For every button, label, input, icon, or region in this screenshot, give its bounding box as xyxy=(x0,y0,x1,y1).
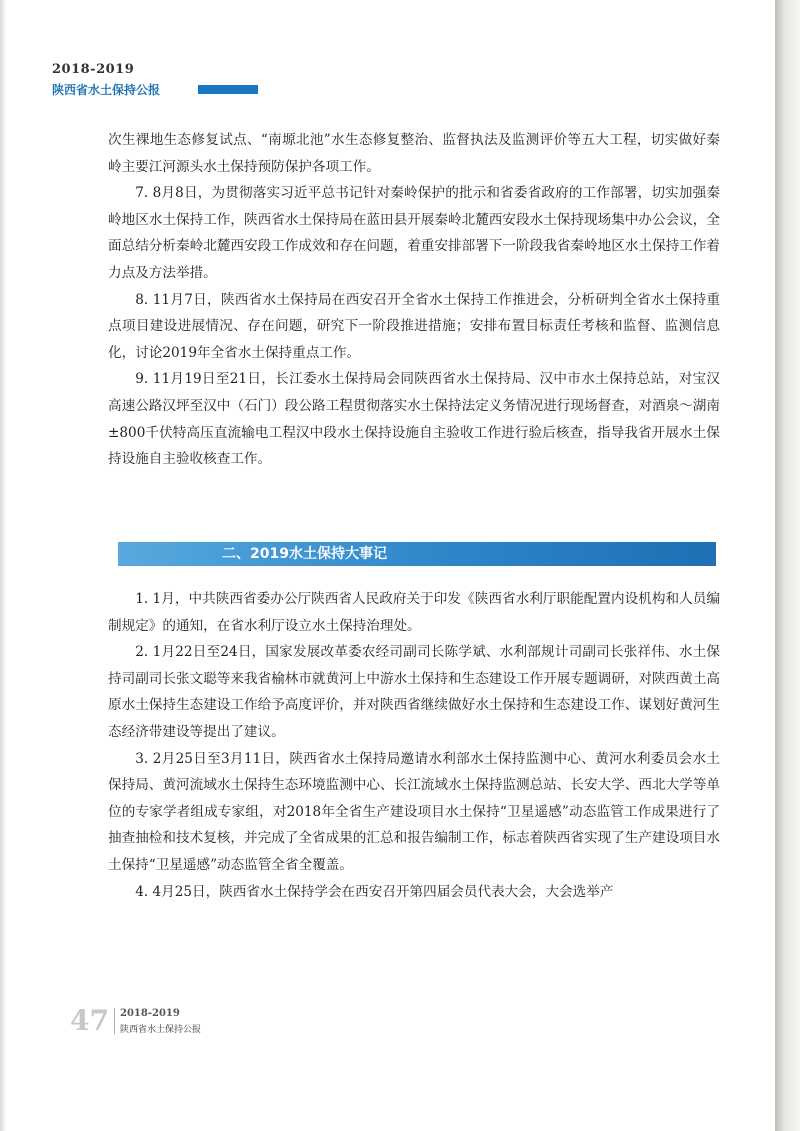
body-bottom xyxy=(108,586,720,905)
page-left-shadow xyxy=(0,0,6,1131)
section-header-bar xyxy=(118,542,716,566)
header-accent-bar xyxy=(198,85,258,94)
paragraph-item-7: 7. 8月8日，为贯彻落实习近平总书记针对秦岭保护的批示和省委省政府的工作部署，切实加强秦岭地区水土保持工作，陕西省水土保持局在蓝田县开展秦岭北麓西安段水土保持现场集中办公会议，全面总结分析秦岭北麓西安段工作成效和存在问题，着重安排部署下一阶段我省秦岭地区水土保持工作着力点及方法举措。 xyxy=(108,185,720,281)
event-item-2: 2. 1月22日至24日，国家发展改革委农经司副司长陈学斌、水利部规计司副司长张祥伟、水土保持司副司长张文聪等来我省榆林市就黄河上中游水土保持和生态建设工作开展专题调研，对陕西黄土高原水土保持生态建设工作给予高度评价，并对陕西省继续做好水土保持和生态建设工作、谋划好黄河生态经济带建设等提出了建议。 xyxy=(108,644,720,740)
paragraph-item-8: 8. 11月7日，陕西省水土保持局在西安召开全省水土保持工作推进会，分析研判全省水土保持重点项目建设进展情况、存在问题，研究下一阶段推进措施；安排布置目标责任考核和监督、监测信息化，讨论2019年全省水土保持重点工作。 xyxy=(108,291,720,361)
event-item-1: 1. 1月，中共陕西省委办公厅陕西省人民政府关于印发《陕西省水利厅职能配置内设机构和人员编制规定》的通知，在省水利厅设立水土保持治理处。 xyxy=(108,591,720,634)
page-number: 47 xyxy=(70,1004,109,1037)
body-top xyxy=(108,127,720,473)
section-title: 二、2019水土保持大事记 xyxy=(222,546,387,562)
footer-title: 陕西省水土保持公报 xyxy=(120,1025,202,1035)
scan-edge xyxy=(775,0,800,1131)
header-title: 陕西省水土保持公报 xyxy=(52,83,161,97)
paragraph-item-9: 9. 11月19日至21日，长江委水土保持局会同陕西省水土保持局、汉中市水土保持总站，对宝汉高速公路汉坪至汉中（石门）段公路工程贯彻落实水土保持法定义务情况进行现场督查，对酒泉～湖南±800千伏特高压直流输电工程汉中段水土保持设施自主验收工作进行验后核查，指导我省开展水土保持设施自主验收核查工作。 xyxy=(108,371,720,468)
footer-divider xyxy=(114,1008,115,1034)
footer-year: 2018-2019 xyxy=(120,1008,180,1019)
event-item-3: 3. 2月25日至3月11日，陕西省水土保持局邀请水利部水土保持监测中心、黄河水利委员会水土保持局、黄河流域水土保持生态环境监测中心、长江流域水土保持监测总站、长安大学、西北大学等单位的专家学者组成专家组，对2018年全省生产建设项目水土保持“卫星遥感”动态监管工作成果进行了抽查抽检和技术复核，并完成了全省成果的汇总和报告编制工作，标志着陕西省实现了生产建设项目水土保持“卫星遥感”动态监管全省全覆盖。 xyxy=(108,750,720,873)
paragraph-continuation: 次生裸地生态修复试点、“南塬北池”水生态修复整治、监督执法及监测评价等五大工程，切实做好秦岭主要江河源头水土保持预防保护各项工作。 xyxy=(108,132,720,175)
event-item-4: 4. 4月25日，陕西省水土保持学会在西安召开第四届会员代表大会，大会选举产 xyxy=(135,883,614,900)
header-year: 2018-2019 xyxy=(52,62,135,77)
